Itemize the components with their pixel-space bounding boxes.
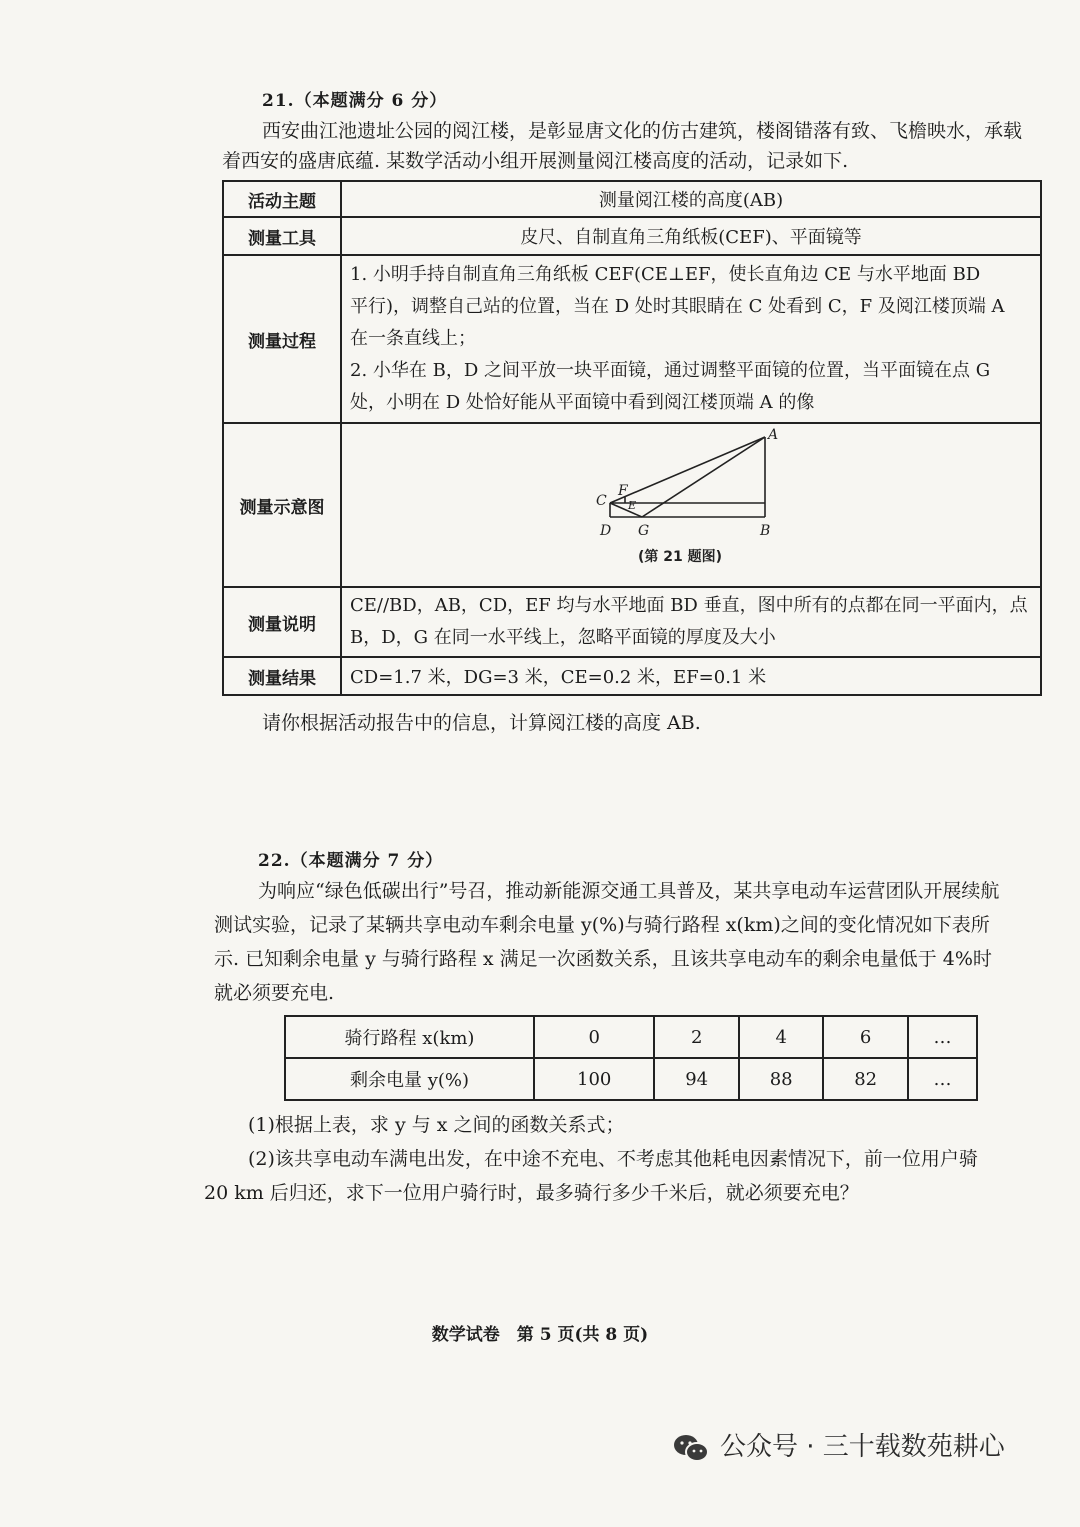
point-label-c: C — [596, 493, 607, 509]
row-label-diagram: 测量示意图 — [223, 423, 341, 587]
table-row — [223, 217, 1041, 255]
table-row — [285, 1016, 977, 1058]
table-cell: … — [908, 1058, 977, 1100]
q22-part2-line2: 20 km 后归还，求下一位用户骑行时，最多骑行多少千米后，就必须要充电？ — [204, 1182, 859, 1204]
point-label-a: A — [768, 427, 779, 443]
measurement-diagram — [350, 425, 1032, 585]
table-row — [285, 1058, 977, 1100]
process-line: 平行)，调整自己站的位置，当在 D 处时其眼睛在 C 处看到 C，F 及阅江楼顶端 A — [350, 296, 1005, 317]
row-content-notes — [341, 587, 1041, 657]
watermark-text: 公众号 · 三十载数苑耕心 — [720, 1432, 1005, 1462]
figure-caption: (第 21 题图) — [638, 549, 723, 565]
row-content-topic: 测量阅江楼的高度(AB) — [341, 181, 1041, 217]
segment-cg — [610, 503, 642, 517]
process-line: 在一条直线上； — [350, 328, 476, 349]
point-label-e: E — [628, 499, 637, 512]
q21-activity-table — [222, 180, 1042, 696]
table-row — [223, 657, 1041, 695]
table-cell: 82 — [823, 1058, 907, 1100]
geometry-figure — [350, 425, 1050, 585]
q21-question: 请你根据活动报告中的信息，计算阅江楼的高度 AB. — [262, 712, 701, 734]
table-cell: 100 — [534, 1058, 654, 1100]
page-footer: 数学试卷 第 5 页(共 8 页) — [431, 1325, 649, 1345]
row-header-distance: 骑行路程 x(km) — [285, 1016, 534, 1058]
table-row — [223, 255, 1041, 423]
point-label-f: F — [618, 483, 628, 499]
row-header-battery: 剩余电量 y(%) — [285, 1058, 534, 1100]
table-row — [223, 587, 1041, 657]
table-row — [223, 423, 1041, 587]
row-content-diagram — [341, 423, 1041, 587]
row-content-tools: 皮尺、自制直角三角纸板(CEF)、平面镜等 — [341, 217, 1041, 255]
row-content-result: CD=1.7 米，DG=3 米，CE=0.2 米，EF=0.1 米 — [341, 657, 1041, 695]
row-label-result: 测量结果 — [223, 657, 341, 695]
row-label-topic: 活动主题 — [223, 181, 341, 217]
wechat-icon — [672, 1433, 710, 1463]
q22-intro-line: 示. 已知剩余电量 y 与骑行路程 x 满足一次函数关系，且该共享电动车的剩余电量低于 4%时 — [214, 948, 992, 970]
line-cfa — [610, 437, 765, 503]
q22-intro-line: 就必须要充电. — [214, 982, 335, 1004]
q22-part1: (1)根据上表，求 y 与 x 之间的函数关系式； — [248, 1114, 625, 1136]
q21-intro-line1: 西安曲江池遗址公园的阅江楼，是彰显唐文化的仿古建筑，楼阁错落有致、飞檐映水，承载 — [262, 120, 1023, 142]
table-cell: … — [908, 1016, 977, 1058]
q22-intro-line: 测试实验，记录了某辆共享电动车剩余电量 y(%)与骑行路程 x(km)之间的变化情况如下表所 — [214, 914, 990, 936]
notes-line: B，D，G 在同一水平线上，忽略平面镜的厚度及大小 — [350, 627, 776, 648]
table-cell: 2 — [654, 1016, 738, 1058]
table-row — [223, 181, 1041, 217]
table-cell: 6 — [823, 1016, 907, 1058]
table-cell: 88 — [739, 1058, 823, 1100]
table-cell: 0 — [534, 1016, 654, 1058]
notes-line: CE//BD，AB，CD，EF 均与水平地面 BD 垂直，图中所有的点都在同一平面内，点 — [350, 595, 1028, 616]
point-label-d: D — [600, 523, 612, 539]
row-content-process — [341, 255, 1041, 423]
q21-header: 21.（本题满分 6 分） — [262, 91, 448, 111]
row-label-process: 测量过程 — [223, 255, 341, 423]
process-line: 1. 小明手持自制直角三角纸板 CEF(CE⊥EF，使长直角边 CE 与水平地面 BD — [350, 264, 981, 285]
q22-data-table — [284, 1015, 978, 1101]
table-cell: 94 — [654, 1058, 738, 1100]
process-line: 2. 小华在 B，D 之间平放一块平面镜，通过调整平面镜的位置，当平面镜在点 G — [350, 360, 991, 381]
point-label-b: B — [760, 523, 771, 539]
row-label-tools: 测量工具 — [223, 217, 341, 255]
q22-intro-line: 为响应“绿色低碳出行”号召，推动新能源交通工具普及，某共享电动车运营团队开展续航 — [258, 880, 1000, 902]
q21-intro-line2: 着西安的盛唐底蕴. 某数学活动小组开展测量阅江楼高度的活动，记录如下. — [222, 150, 849, 172]
table-cell: 4 — [739, 1016, 823, 1058]
process-line: 处，小明在 D 处恰好能从平面镜中看到阅江楼顶端 A 的像 — [350, 392, 815, 413]
watermark — [672, 1426, 1005, 1463]
q22-header: 22.（本题满分 7 分） — [258, 851, 444, 871]
row-label-notes: 测量说明 — [223, 587, 341, 657]
q22-part2-line1: (2)该共享电动车满电出发，在中途不充电、不考虑其他耗电因素情况下，前一位用户骑 — [248, 1148, 978, 1170]
point-label-g: G — [638, 523, 650, 539]
segment-ga — [642, 437, 765, 517]
